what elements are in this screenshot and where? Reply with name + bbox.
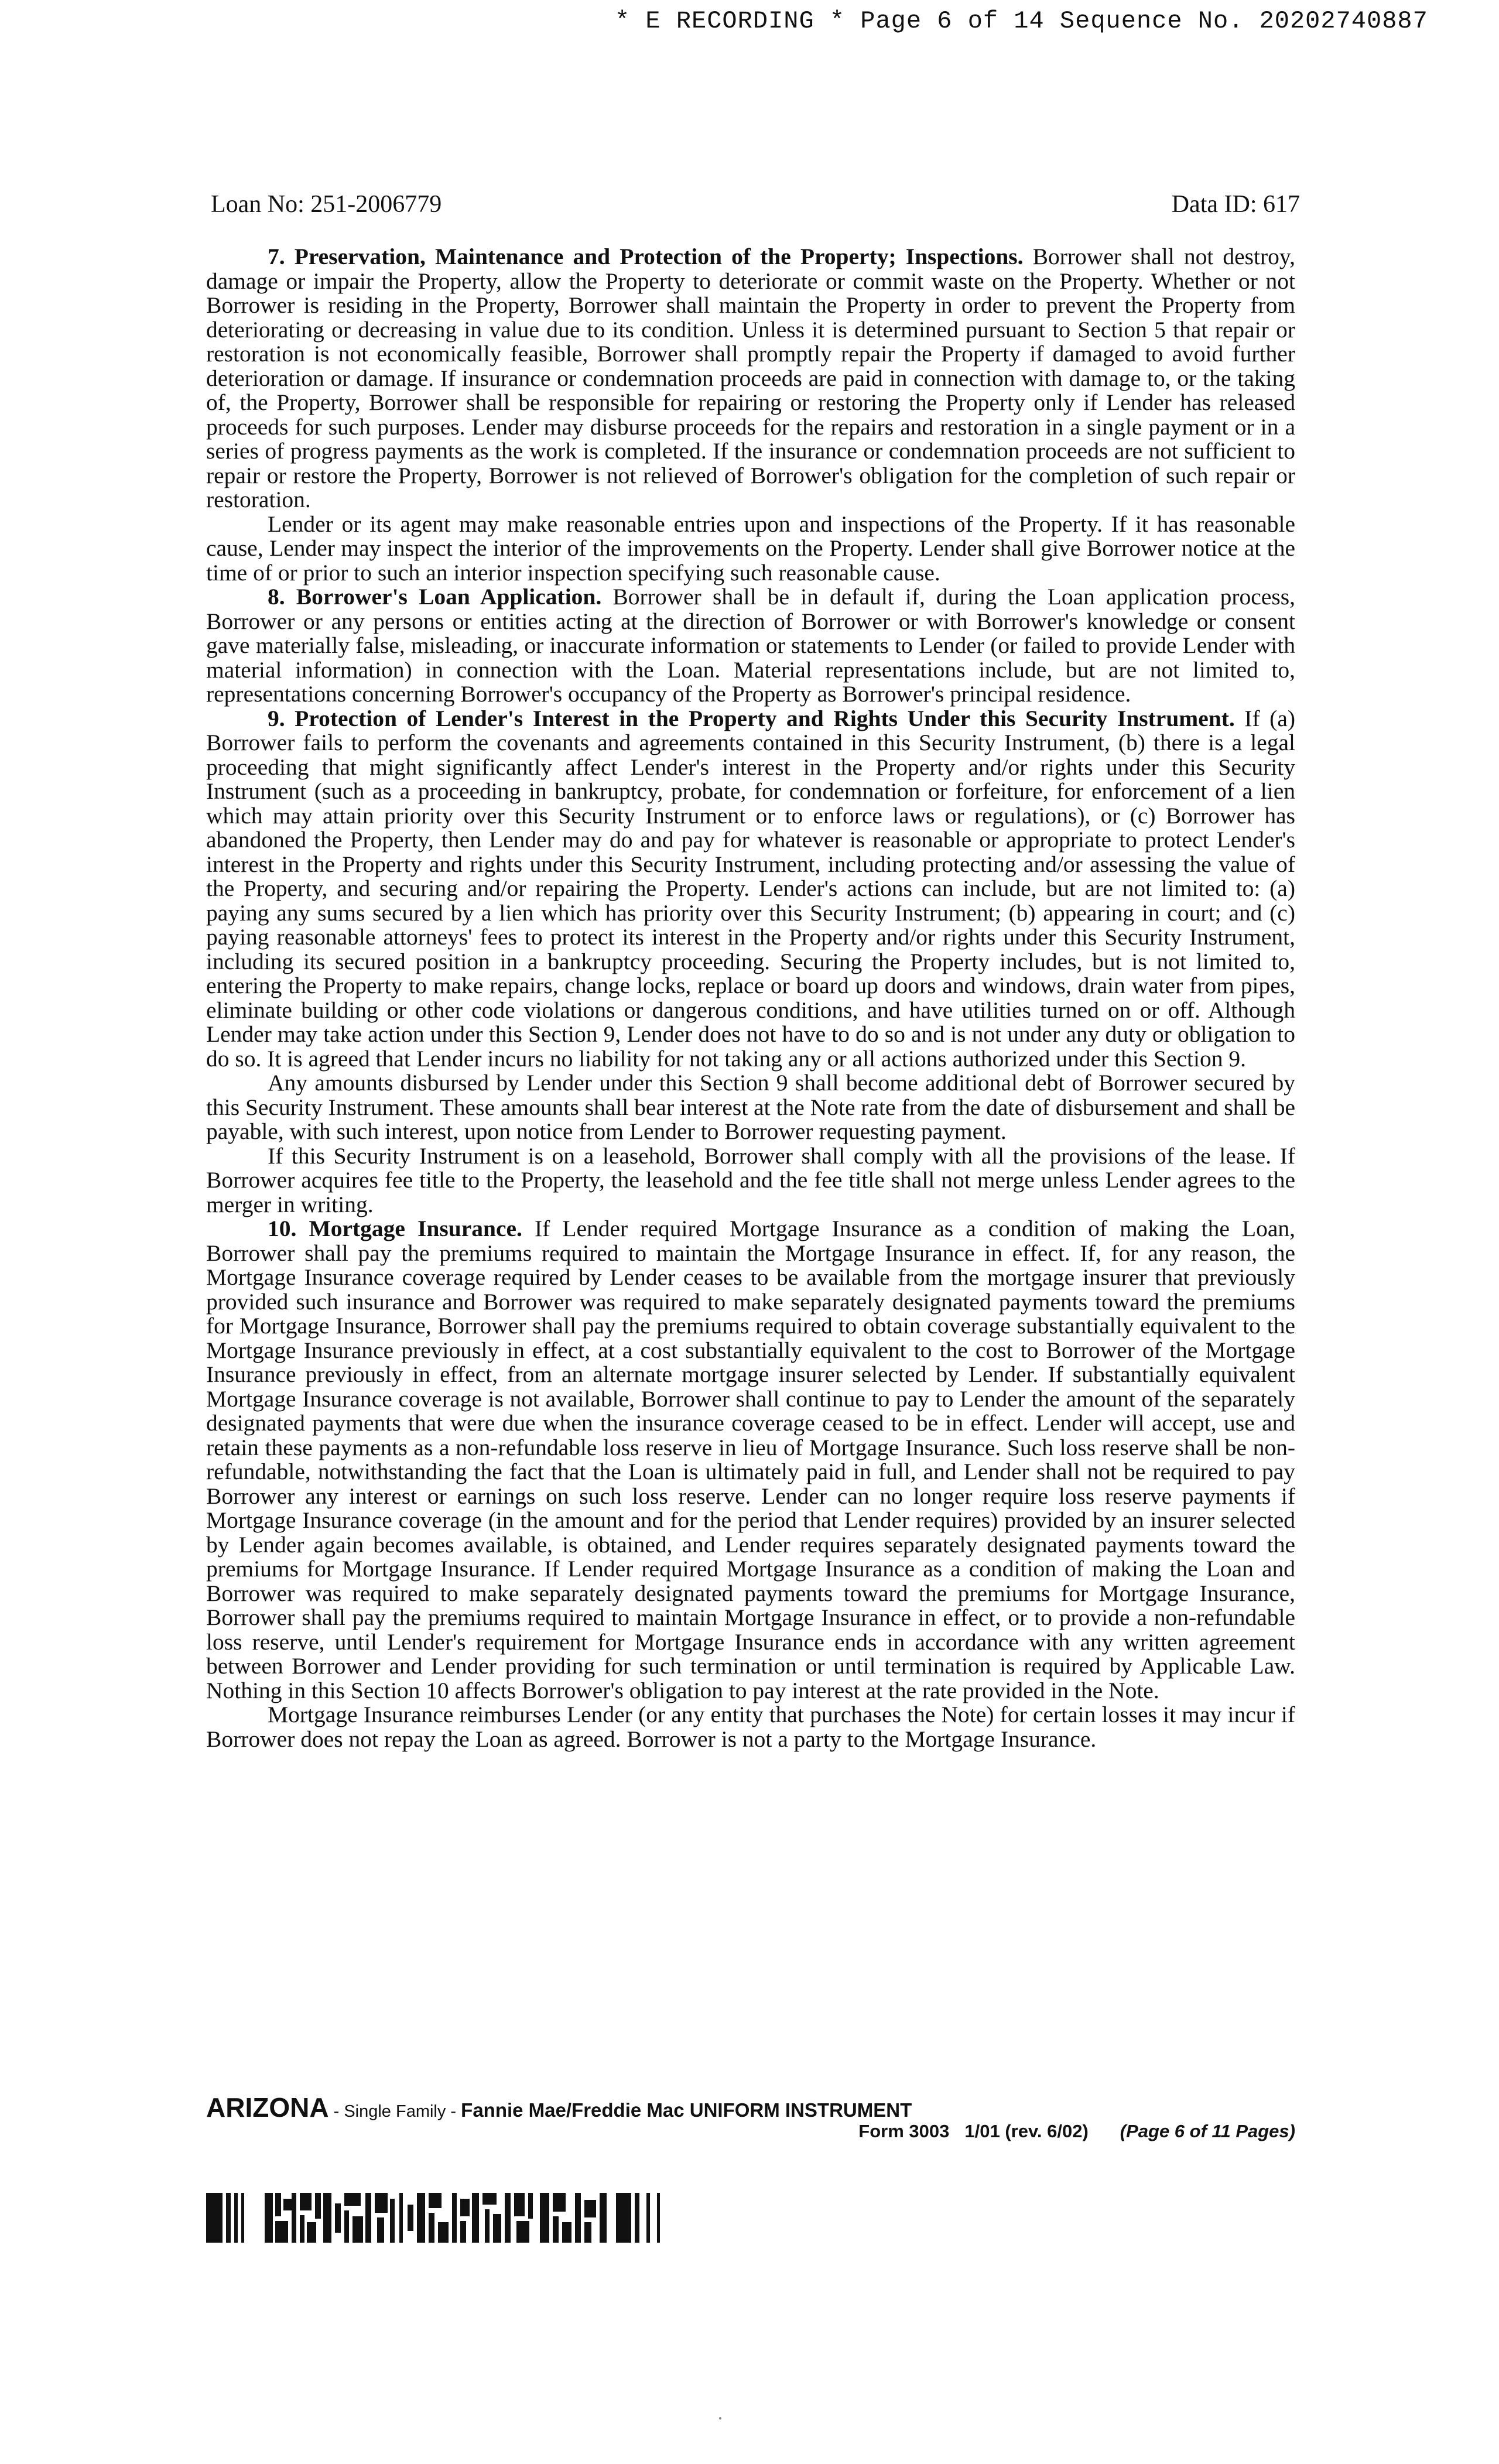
footer-form-info	[796, 2121, 1295, 2142]
recording-stamp: * E RECORDING * Page 6 of 14 Sequence No. 20202740887	[615, 7, 1428, 35]
section-9-leasehold-paragraph: If this Security Instrument is on a leasehold, Borrower shall comply with all the provisions of the lease. If Borrower acquires fee title to the Property, the leasehold and the fee title shall not merge unless Lender agrees to the merger in writing.	[206, 1142, 1295, 1217]
page-count: (Page 6 of 11 Pages)	[1120, 2121, 1295, 2141]
loan-number: Loan No: 251-2006779	[211, 191, 442, 218]
data-id: Data ID: 617	[1171, 191, 1300, 218]
barcode-icon	[206, 2193, 798, 2243]
section-heading: 10. Mortgage Insurance.	[268, 1216, 522, 1241]
section-heading: 7. Preservation, Maintenance and Protection of the Property; Inspections.	[268, 244, 1024, 269]
section-8-paragraph: 8. Borrower's Loan Application. Borrower shall be in default if, during the Loan application process, Borrower or any persons or entities acting at the direction of Borrower or with Borrower's knowledge or consent gave materially false, misleading, or inaccurate information or statements to Lender (or failed to provide Lender with material information) in connection with the Loan. Material representations include, but are not limited to, representations concerning Borrower's occupancy of the Property as Borrower's principal residence.	[206, 584, 1295, 707]
footer-state: ARIZONA	[206, 2092, 329, 2123]
footer-instrument: Fannie Mae/Freddie Mac UNIFORM INSTRUMENT	[461, 2099, 912, 2121]
section-heading: 9. Protection of Lender's Interest in the Property and Rights Under this Security Instrument.	[268, 705, 1235, 731]
section-7-paragraph: 7. Preservation, Maintenance and Protection of the Property; Inspections. Borrower shall not destroy, damage or impair the Property, allow the Property to deteriorate or commit waste on the Property. Whether or not Borrower is residing in the Property, Borrower shall maintain the Property in order to prevent the Property from deteriorating or decreasing in value due to its condition. Unless it is determined pursuant to Section 5 that repair or restoration is not economically feasible, Borrower shall promptly repair the Property if damaged to avoid further deterioration or damage. If insurance or condemnation proceeds are paid in connection with damage to, or the taking of, the Property, Borrower shall be responsible for repairing or restoring the Property only if Lender has released proceeds for such purposes. Lender may disburse proceeds for the repairs and restoration in a single payment or in a series of progress payments as the work is completed. If the insurance or condemnation proceeds are not sufficient to repair or restore the Property, Borrower is not relieved of Borrower's obligation for the completion of such repair or restoration.	[206, 244, 1295, 512]
section-10-reimburse-paragraph: Mortgage Insurance reimburses Lender (or any entity that purchases the Note) for certain losses it may incur if Borrower does not repay the Loan as agreed. Borrower is not a party to the Mortgage Insurance.	[206, 1702, 1295, 1752]
loan-header	[211, 190, 1300, 218]
document-body	[206, 245, 1295, 1751]
footer-title	[206, 2092, 1295, 2123]
section-9-paragraph: 9. Protection of Lender's Interest in the Property and Rights Under this Security Instrument. If (a) Borrower fails to perform the covenants and agreements contained in this Security Instrument, (b) there is a legal proceeding that might significantly affect Lender's interest in the Property and/or rights under this Security Instrument (such as a proceeding in bankruptcy, probate, for condemnation or forfeiture, for enforcement of a lien which may attain priority over this Security Instrument or to enforce laws or regulations), or (c) Borrower has abandoned the Property, then Lender may do and pay for whatever is reasonable or appropriate to protect Lender's interest in the Property and rights under this Security Instrument, including protecting and/or assessing the value of the Property, and securing and/or repairing the Property. Lender's actions can include, but are not limited to: (a) paying any sums secured by a lien which has priority over this Security Instrument; (b) appearing in court; and (c) paying reasonable attorneys' fees to protect its interest in the Property and/or rights under this Security Instrument, including its secured position in a bankruptcy proceeding. Securing the Property includes, but is not limited to, entering the Property to make repairs, change locks, replace or board up doors and windows, drain water from pipes, eliminate building or other code violations or dangerous conditions, and have utilities turned on or off. Although Lender may take action under this Section 9, Lender does not have to do so and is not under any duty or obligation to do so. It is agreed that Lender incurs no liability for not taking any or all actions authorized under this Section 9.	[206, 705, 1296, 1072]
section-9-amounts-paragraph: Any amounts disbursed by Lender under this Section 9 shall become additional debt of Borrower secured by this Security Instrument. These amounts shall bear interest at the Note rate from the date of disbursement and shall be payable, with such interest, upon notice from Lender to Borrower requesting payment.	[206, 1070, 1295, 1144]
section-10-paragraph: 10. Mortgage Insurance. If Lender required Mortgage Insurance as a condition of making the Loan, Borrower shall pay the premiums required to maintain the Mortgage Insurance in effect. If, for any reason, the Mortgage Insurance coverage required by Lender ceases to be available from the mortgage insurer that previously provided such insurance and Borrower was required to make separately designated payments toward the premiums for Mortgage Insurance, Borrower shall pay the premiums required to obtain coverage substantially equivalent to the Mortgage Insurance previously in effect, at a cost substantially equivalent to the cost to Borrower of the Mortgage Insurance previously in effect, from an alternate mortgage insurer selected by Lender. If substantially equivalent Mortgage Insurance coverage is not available, Borrower shall continue to pay to Lender the amount of the separately designated payments that were due when the insurance coverage ceased to be in effect. Lender will accept, use and retain these payments as a non-refundable loss reserve in lieu of Mortgage Insurance. Such loss reserve shall be non-refundable, notwithstanding the fact that the Loan is ultimately paid in full, and Lender shall not be required to pay Borrower any interest or earnings on such loss reserve. Lender can no longer require loss reserve payments if Mortgage Insurance coverage (in the amount and for the period that Lender requires) provided by an insurer selected by Lender again becomes available, is obtained, and Lender requires separately designated payments toward the premiums for Mortgage Insurance. If Lender required Mortgage Insurance as a condition of making the Loan and Borrower was required to make separately designated payments toward the premiums for Mortgage Insurance, Borrower shall pay the premiums required to maintain Mortgage Insurance in effect, or to provide a non-refundable loss reserve, until Lender's requirement for Mortgage Insurance ends in accordance with any written agreement between Borrower and Lender providing for such termination or until termination is required by Applicable Law. Nothing in this Section 10 affects Borrower's obligation to pay interest at the rate provided in the Note.	[206, 1216, 1295, 1703]
scan-speck	[719, 2417, 721, 2419]
form-number: Form 3003	[858, 2121, 950, 2141]
form-version: 1/01 (rev. 6/02)	[964, 2121, 1089, 2141]
section-heading: 8. Borrower's Loan Application.	[268, 584, 602, 610]
footer-single-family: - Single Family -	[328, 2102, 461, 2121]
section-7-inspection-paragraph: Lender or its agent may make reasonable entries upon and inspections of the Property. If it has reasonable cause, Lender may inspect the interior of the improvements on the Property. Lender shall give Borrower notice at the time of or prior to such an interior inspection specifying such reasonable cause.	[206, 511, 1295, 586]
